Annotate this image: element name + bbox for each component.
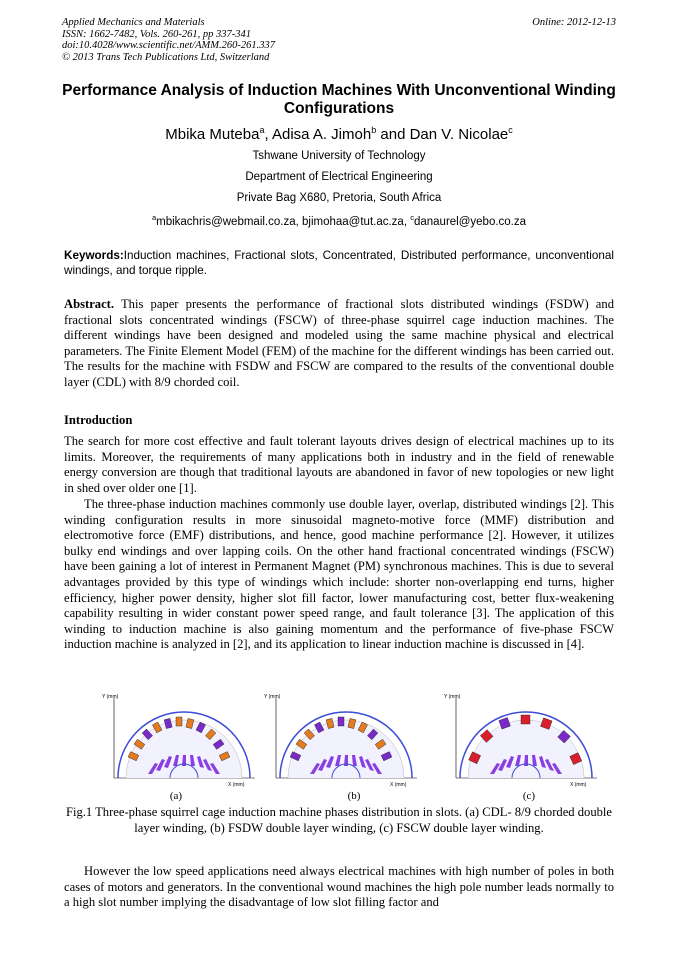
section-heading-introduction: Introduction: [64, 413, 133, 427]
author-3: and Dan V. Nicolae: [376, 126, 509, 143]
affiliation-department: Department of Electrical Engineering: [245, 171, 433, 183]
abstract-label: Abstract.: [64, 297, 115, 311]
abstract: [64, 297, 614, 391]
affiliation-university: Tshwane University of Technology: [252, 150, 426, 162]
affiliation-address: Private Bag X680, Pretoria, South Africa: [236, 192, 442, 204]
figure-b-fsdw-winding: [262, 690, 437, 795]
email-c-mark: c: [410, 213, 414, 222]
x-axis-label: X (mm): [228, 782, 245, 788]
journal-name: Applied Mechanics and Materials: [62, 17, 205, 28]
intro-paragraph-1: The search for more cost effective and fault tolerant layouts drives design of electrical machines up to its limits. Moreover, the requirements of many applications both in industry and in the field of renewable energy conversion are though that traditional layouts are abandoned in favor of new topologies or new light in shed over older one [1].: [64, 434, 614, 495]
author-2-mark: b: [371, 125, 377, 135]
figure-caption: Fig.1 Three-phase squirrel cage induction machine phases distribution in slots. (a) CDL- 8/9 chorded double layer winding, (b) FSDW double layer winding, (c) FSCW double layer winding.: [65, 805, 613, 835]
copyright-line: © 2013 Trans Tech Publications Ltd, Switzerland: [62, 51, 270, 63]
intro-paragraph-2: The three-phase induction machines commonly use double layer, overlap, distributed windings [2]. This winding configuration results in more sinusoidal magneto-motive force (MMF) distribution and electromotive force (EMF) distributions, and hence, good machine performance [2]. However, it utilizes bulky end windings and over lapping coils. On the other hand fractional concentrated windings (FSCW) have been gaining a lot of interest in Permanent Magnet (PM) synchronous machines. This is due to several advantages provided by this type of windings which include: shorter non-overlapping end turns, higher efficiency, higher power density, higher slot fill factor, lower manufacturing cost, better flux-weakening capability resulting in wider constant power speed range, and fault tolerance [3]. The application of this winding to induction machine is also gaining momentum and the performance of five-phase FSCW induction machine is analyzed in [2], and its application to linear induction machine is discussed in [4].: [64, 497, 614, 652]
issn-line: ISSN: 1662-7482, Vols. 260-261, pp 337-341: [62, 28, 251, 40]
email-c: danaurel@yebo.co.za: [413, 215, 527, 228]
author-3-mark: c: [508, 125, 513, 135]
keywords-label: Keywords:: [64, 249, 124, 262]
paper-title: Performance Analysis of Induction Machines With Unconventional Winding Configurations: [62, 82, 616, 117]
figure-label-c: (c): [522, 790, 536, 802]
paragraph-3: However the low speed applications need always electrical machines with high number of poles in both cases of motors and generators. In the conventional wound machines the high pole number leads normally to a high slot number implying the disadvantage of low slot filling factor and: [64, 864, 614, 910]
x-axis-label: X (mm): [390, 782, 407, 788]
keywords: [64, 248, 614, 278]
online-date: Online: 2012-12-13: [532, 17, 616, 28]
figure-label-a: (a): [169, 790, 183, 802]
author-list: [62, 125, 616, 143]
y-axis-label: Y (mm): [102, 694, 119, 700]
figure-c-fscw-winding: [442, 690, 617, 795]
y-axis-label: Y (mm): [444, 694, 461, 700]
figure-label-b: (b): [347, 790, 361, 802]
email-list: mbikachris@webmail.co.za, bjimohaa@tut.ac.za,: [156, 215, 411, 228]
journal-header: [62, 17, 616, 63]
author-1-mark: a: [259, 125, 265, 135]
y-axis-label: Y (mm): [264, 694, 281, 700]
doi-line: doi:10.4028/www.scientific.net/AMM.260-261.337: [62, 40, 275, 51]
figure-a-cdl-winding: [100, 690, 275, 795]
author-1: Mbika Muteba: [165, 126, 260, 143]
email-a-mark: a: [151, 213, 157, 222]
affiliation-emails: [62, 213, 616, 228]
x-axis-label: X (mm): [570, 782, 587, 788]
author-2: , Adisa A. Jimoh: [264, 126, 372, 143]
keywords-text: Induction machines, Fractional slots, Concentrated, Distributed performance, unconventional windings, and torque ripple.: [64, 249, 614, 277]
abstract-text: This paper presents the performance of fractional slots distributed windings (FSDW) and fractional slots concentrated windings (FSCW) of three-phase squirrel cage induction machines. The different windings have been designed and modeled using the same machine physical and electrical parameters. The Finite Element Model (FEM) of the machine for the different windings has been carried out. The results for the machine with FSDW and FSCW are compared to the results of the conventional double layer (CDL) with 8/9 chorded coil.: [64, 297, 614, 389]
